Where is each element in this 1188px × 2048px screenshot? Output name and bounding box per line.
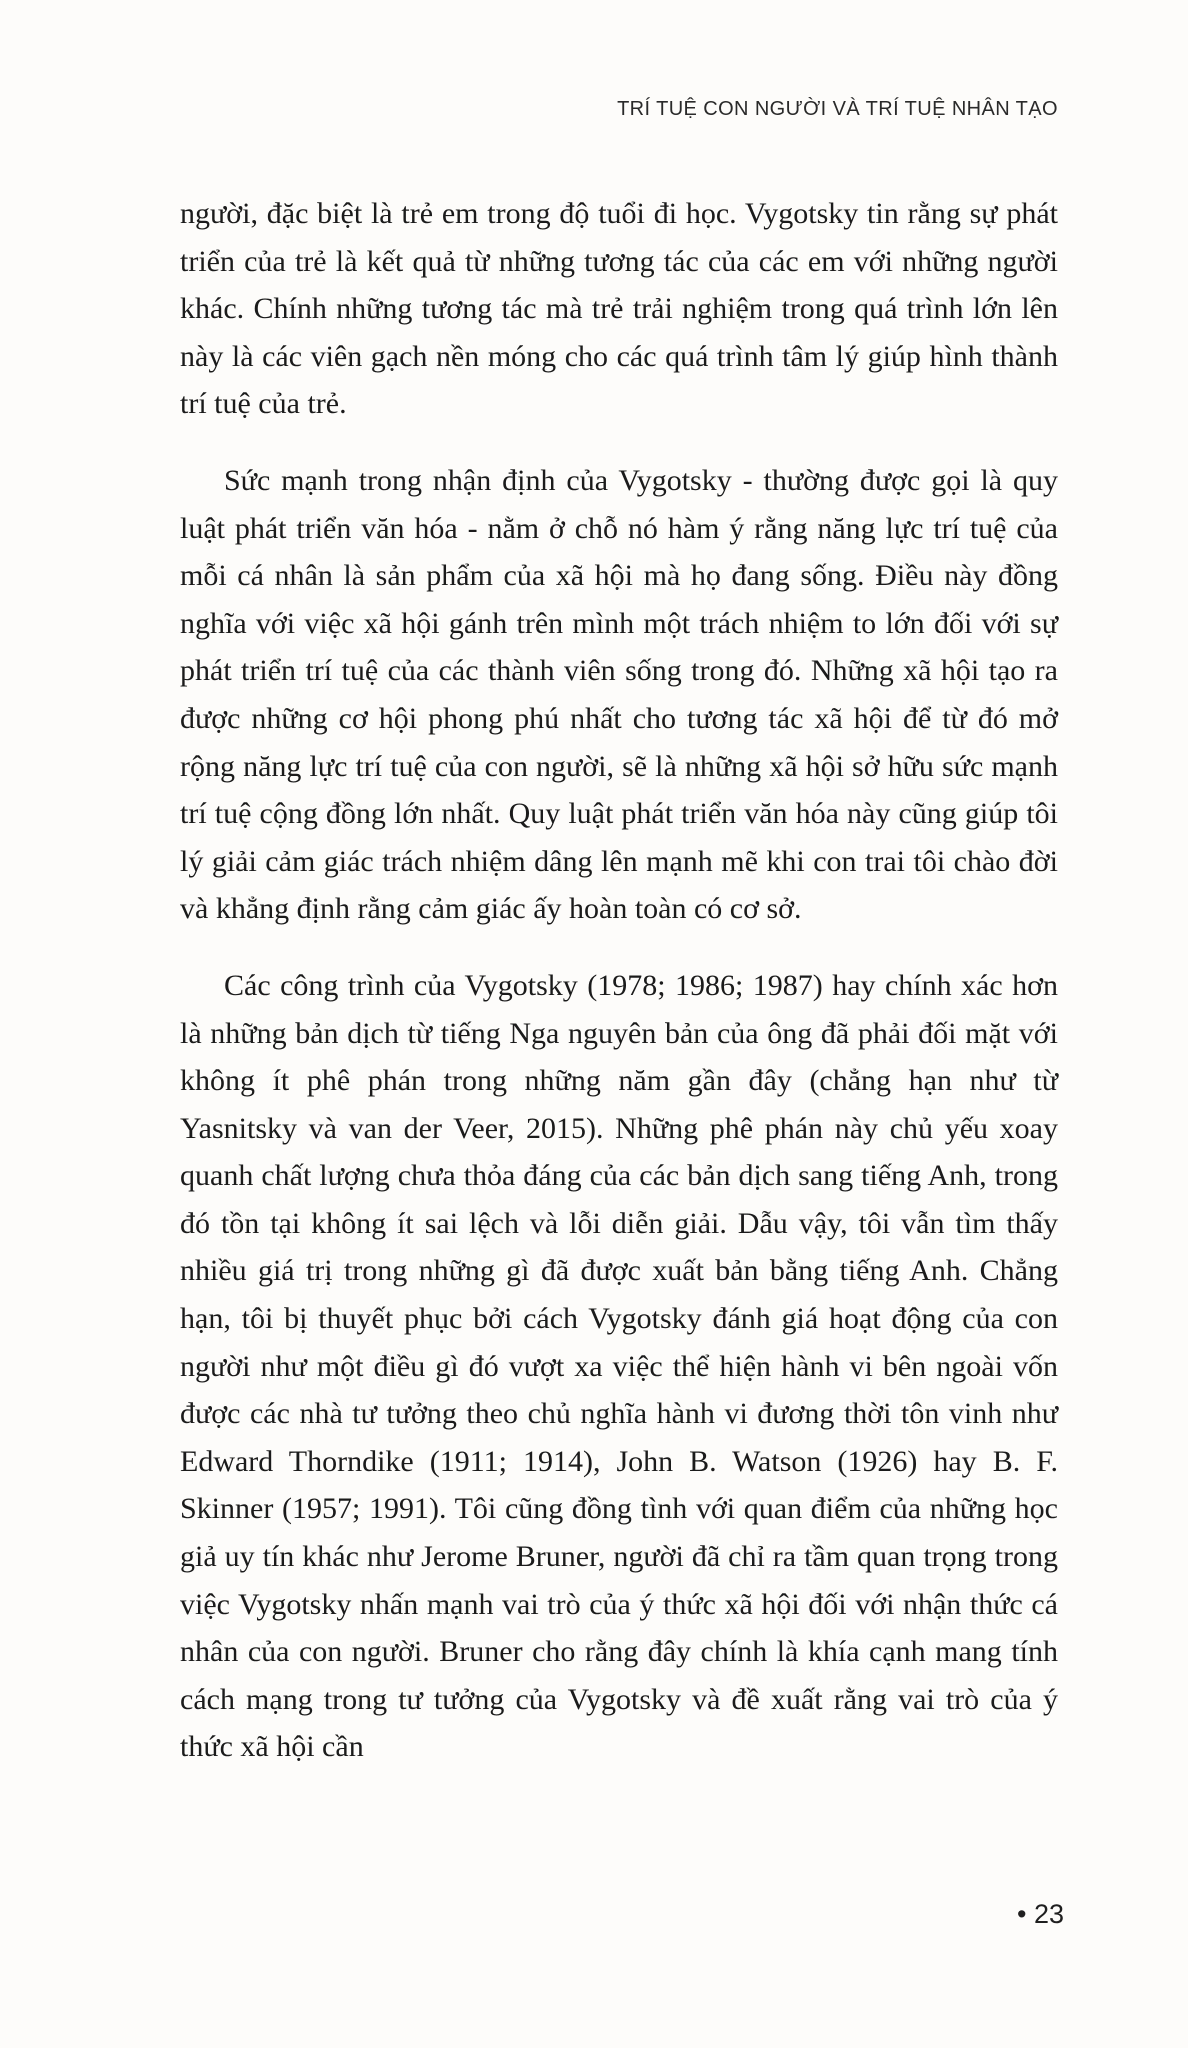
running-header: TRÍ TUỆ CON NGƯỜI VÀ TRÍ TUỆ NHÂN TẠO <box>617 98 1058 120</box>
body-text <box>180 190 1058 1771</box>
paragraph: Các công trình của Vygotsky (1978; 1986; 1987) hay chính xác hơn là những bản dịch từ tiếng Nga nguyên bản của ông đã phải đối mặt với không ít phê phán trong những năm gần đây (chẳng hạn như từ Yasnitsky và van der Veer, 2015). Những phê phán này chủ yếu xoay quanh chất lượng chưa thỏa đáng của các bản dịch sang tiếng Anh, trong đó tồn tại không ít sai lệch và lỗi diễn giải. Dẫu vậy, tôi vẫn tìm thấy nhiều giá trị trong những gì đã được xuất bản bằng tiếng Anh. Chẳng hạn, tôi bị thuyết phục bởi cách Vygotsky đánh giá hoạt động của con người như một điều gì đó vượt xa việc thể hiện hành vi bên ngoài vốn được các nhà tư tưởng theo chủ nghĩa hành vi đương thời tôn vinh như Edward Thorndike (1911; 1914), John B. Watson (1926) hay B. F. Skinner (1957; 1991). Tôi cũng đồng tình với quan điểm của những học giả uy tín khác như Jerome Bruner, người đã chỉ ra tầm quan trọng trong việc Vygotsky nhấn mạnh vai trò của ý thức xã hội đối với nhận thức cá nhân của con người. Bruner cho rằng đây chính là khía cạnh mang tính cách mạng trong tư tưởng của Vygotsky và đề xuất rằng vai trò của ý thức xã hội cần <box>180 968 1058 1764</box>
paragraph: Sức mạnh trong nhận định của Vygotsky - thường được gọi là quy luật phát triển văn hóa - nằm ở chỗ nó hàm ý rằng năng lực trí tuệ của mỗi cá nhân là sản phẩm của xã hội mà họ đang sống. Điều này đồng nghĩa với việc xã hội gánh trên mình một trách nhiệm to lớn đối với sự phát triển trí tuệ của các thành viên sống trong đó. Những xã hội tạo ra được những cơ hội phong phú nhất cho tương tác xã hội để từ đó mở rộng năng lực trí tuệ của con người, sẽ là những xã hội sở hữu sức mạnh trí tuệ cộng đồng lớn nhất. Quy luật phát triển văn hóa này cũng giúp tôi lý giải cảm giác trách nhiệm dâng lên mạnh mẽ khi con trai tôi chào đời và khẳng định rằng cảm giác ấy hoàn toàn có cơ sở. <box>180 463 1058 926</box>
page-number: • 23 <box>1017 1899 1064 1929</box>
paragraph: người, đặc biệt là trẻ em trong độ tuổi đi học. Vygotsky tin rằng sự phát triển của trẻ là kết quả từ những tương tác của các em với những người khác. Chính những tương tác mà trẻ trải nghiệm trong quá trình lớn lên này là các viên gạch nền móng cho các quá trình tâm lý giúp hình thành trí tuệ của trẻ. <box>180 197 1058 421</box>
